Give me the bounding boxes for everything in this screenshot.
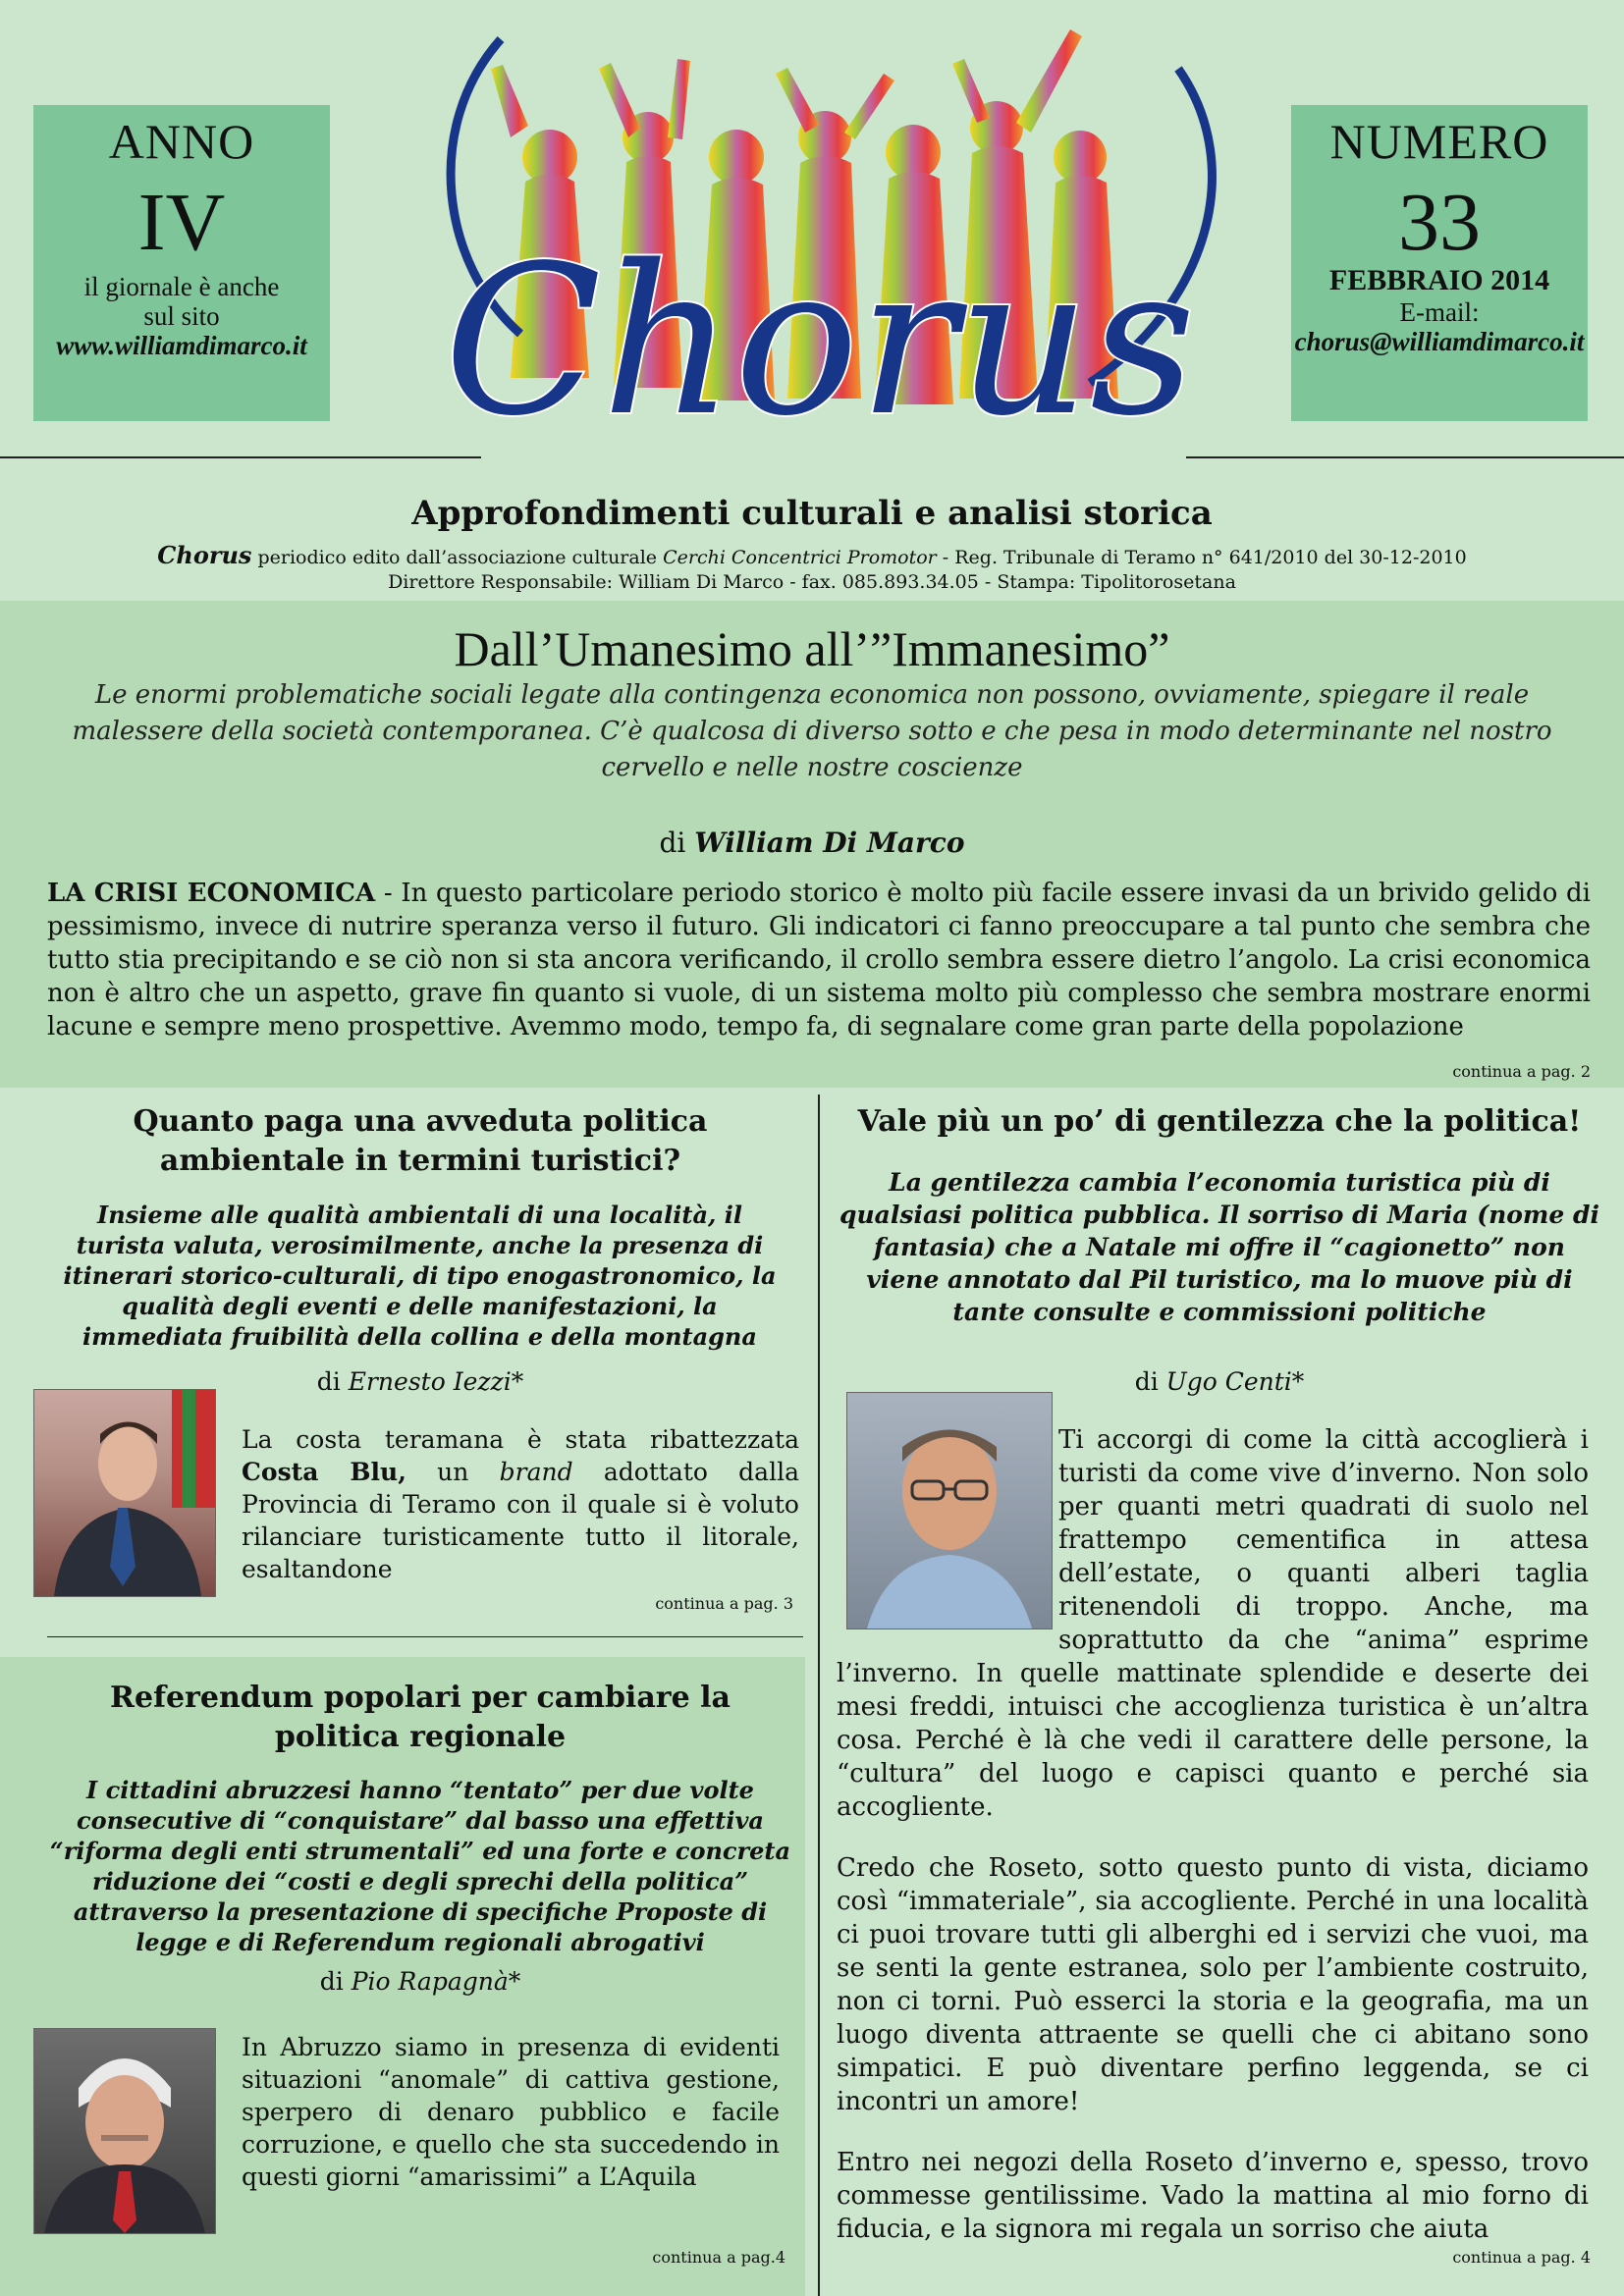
chorus-logo xyxy=(403,10,1237,481)
issue-date: FEBBRAIO 2014 xyxy=(1328,264,1550,296)
issue-box xyxy=(1291,105,1588,421)
right-paragraph-1: Ti accorgi di come la città accoglierà i turisti da come vive d’inverno. Non solo per quanti metri quadrati di suolo nel frattempo cementifica in attesa dell’estate, o quanti alberi taglia ritenendoli di troppo. Anche, ma soprattutto da che “anima” esprime l’inverno. In quelle mattinate splendide e deserte dei mesi freddi, intuisci che accoglienza turistica è un’altra cosa. Perché è là che vedi il carattere delle persone, la “cultura” del luogo e capisci quanto e perché sia accogliente. xyxy=(837,1425,1589,1822)
issue-number: 33 xyxy=(1398,177,1481,268)
issue-label: NUMERO xyxy=(1329,114,1549,169)
left-article-deck: Insieme alle qualità ambientali di una località, il turista valuta, verosimilmente, anche la presenza di itinerari storico-culturali, di tipo enogastronomico, la qualità degli eventi e delle manifestazioni, la immediata fruibilità della collina e della montagna xyxy=(63,1201,777,1351)
portrait-figure xyxy=(34,1390,215,1596)
lead-byline xyxy=(0,827,1624,859)
left-body-c: adottato dalla Provincia di Teramo con il quale si è voluto rilanciare turisticamente tutto il litorale, esaltandone xyxy=(242,1458,799,1583)
right-article-body xyxy=(837,1423,1589,2246)
publisher-text-a: periodico edito dall’associazione culturale xyxy=(251,547,664,568)
site-note-line1: il giornale è anche xyxy=(83,272,280,301)
masthead-rule-right xyxy=(1186,456,1624,458)
logo-wordmark: Chorus xyxy=(444,221,1196,461)
right-continue-link[interactable]: continua a pag. 4 xyxy=(1452,2248,1591,2267)
photo-wrap-spacer xyxy=(837,1423,1058,1655)
bottom-article-byline xyxy=(47,1967,793,1996)
lead-body xyxy=(47,877,1591,1043)
left-body-italic: brand xyxy=(499,1458,573,1486)
left-article-title: Quanto paga una avveduta politica ambientale in termini turistici? xyxy=(133,1104,708,1178)
author-photo-iezzi xyxy=(33,1389,216,1597)
left-body-bold: Costa Blu, xyxy=(242,1458,406,1486)
lead-subtitle: Le enormi problematiche sociali legate alla contingenza economica non possono, ovviamente, spiegare il reale malessere della società contemporanea. C’è qualcosa di diverso sotto e che pesa in modo determinante nel nostro cervello e nelle nostre coscienze xyxy=(72,680,1552,782)
lead-continue-link[interactable]: continua a pag. 2 xyxy=(1452,1062,1591,1081)
lead-lead-in: LA CRISI ECONOMICA xyxy=(47,879,376,908)
email-address[interactable]: chorus@williamdimarco.it xyxy=(1294,327,1585,356)
author-photo-rapagna xyxy=(33,2028,216,2234)
lead-title: Dall’Umanesimo all’”Immanesimo” xyxy=(454,621,1170,676)
right-by-prefix: di xyxy=(1134,1367,1166,1396)
left-body-b: un xyxy=(406,1458,500,1486)
publication-credits xyxy=(0,543,1624,595)
left-article-rule xyxy=(47,1636,803,1637)
association-name: Cerchi Concentrici Promotor xyxy=(663,547,937,568)
lead-body-text: - In questo particolare periodo storico è molto più facile essere invasi da un brivido gelido di pessimismo, invece di nutrire speranza verso il futuro. Gli indicatori ci fanno preoccupare a tal punto che sembra che tutto stia precipitando e se ciò non si sta ancora verificando, il crollo sembra essere dietro l’angolo. La crisi economica non è altro che un aspetto, grave fin quanto si vuole, di un sistema molto più complesso che sembra mostrare enormi lacune e sempre meno prospettive. Avemmo modo, tempo fa, di segnalare come gran parte della popolazione xyxy=(47,879,1591,1041)
bottom-article-deck: I cittadini abruzzesi hanno “tentato” per due volte consecutive di “conquistare” dal basso una effettiva “riforma degli enti strumentali” ed una forte e concreta riduzione dei “costi e degli sprechi della politica” attraverso la presentazione di specifiche Proposte di legge e di Referendum regionali abrogativi xyxy=(49,1776,791,1956)
editor-line: Direttore Responsabile: William Di Marco - fax. 085.893.34.05 - Stampa: Tipolitorosetana xyxy=(388,571,1236,593)
publisher-line xyxy=(0,543,1624,570)
bottom-by-prefix: di xyxy=(319,1967,352,1996)
right-author: Ugo Centi* xyxy=(1165,1367,1305,1396)
email-label: E-mail: xyxy=(1399,297,1480,327)
bottom-article-body: In Abruzzo siamo in presenza di evidenti situazioni “anomale” di cattiva gestione, sperpero di denaro pubblico e facile corruzione, e quello che sta succedendo in questi giorni “amarissimi” a L’Aquila xyxy=(242,2033,780,2191)
year-label: ANNO xyxy=(108,114,255,169)
left-continue-link[interactable]: continua a pag. 3 xyxy=(655,1594,793,1613)
publication-name: Chorus xyxy=(157,541,252,569)
lead-author: William Di Marco xyxy=(694,827,965,859)
right-paragraph-3: Entro nei negozi della Roseto d’inverno e, spesso, trovo commesse gentilissime. Vado la mattina al mio forno di fiducia, e la signora mi regala un sorriso che aiuta xyxy=(837,2148,1589,2244)
left-author: Ernesto Iezzi* xyxy=(348,1367,524,1396)
right-article-deck: La gentilezza cambia l’economia turistica più di qualsiasi politica pubblica. Il sorriso di Maria (nome di fantasia) che a Natale mi offre il “cagionetto” non viene annotato dal Pil turistico, ma lo muove più di tante consulte e commissioni politiche xyxy=(839,1168,1599,1326)
right-article-title: Vale più un po’ di gentilezza che la politica! xyxy=(857,1104,1582,1139)
left-article-body xyxy=(242,1423,799,1585)
registration-text: - Reg. Tribunale di Teramo n° 641/2010 del 30-12-2010 xyxy=(936,547,1467,568)
site-note-line2: sul sito xyxy=(143,301,220,331)
left-by-prefix: di xyxy=(316,1367,349,1396)
left-body-a: La costa teramana è stata ribattezzata xyxy=(242,1425,799,1454)
right-paragraph-2: Credo che Roseto, sotto questo punto di vista, diciamo così “immateriale”, sia accogliente. Perché in una località ci puoi trovare tutti gli alberghi ed i servizi che vuoi, ma se senti la gente estranea, solo per l’ambiente costruito, non ci torni. Può esserci la storia e la geografia, ma un luogo diventa attraente se quelli che ci abitano sono simpatici. E può diventare perfino leggenda, se ci incontri un amore! xyxy=(837,1853,1589,2116)
portrait-figure-2 xyxy=(34,2029,215,2233)
bottom-continue-link[interactable]: continua a pag.4 xyxy=(652,2248,785,2267)
bottom-article-title: Referendum popolari per cambiare la politica regionale xyxy=(110,1681,731,1754)
bottom-author: Pio Rapagnà* xyxy=(351,1967,521,1996)
site-url[interactable]: www.williamdimarco.it xyxy=(56,331,307,360)
lead-by-prefix: di xyxy=(659,827,695,859)
year-number: IV xyxy=(137,177,226,268)
column-divider xyxy=(818,1095,820,2296)
tagline: Approfondimenti culturali e analisi storica xyxy=(411,494,1213,533)
year-box xyxy=(33,105,330,421)
logo-figures-art xyxy=(403,10,1237,481)
